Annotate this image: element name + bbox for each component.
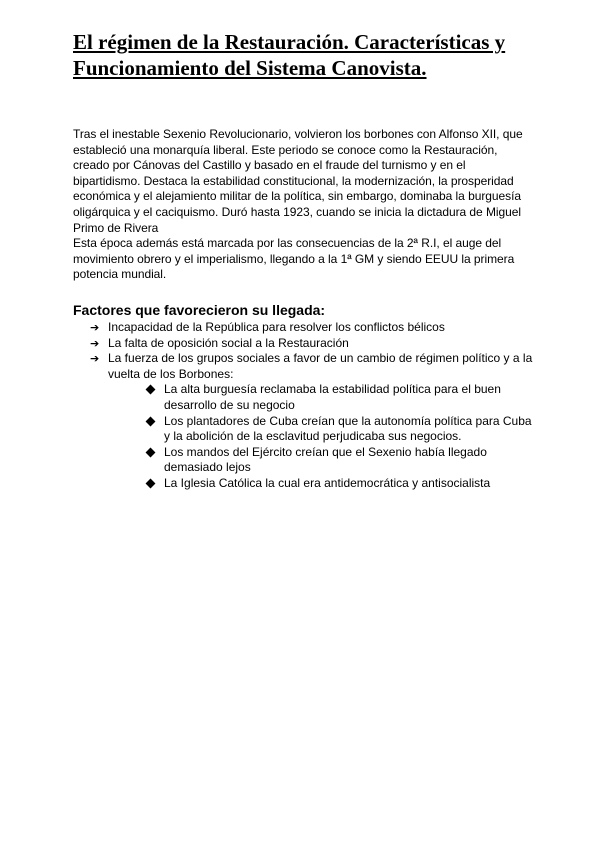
page-title: El régimen de la Restauración. Características y Funcionamiento del Sistema Canovista. bbox=[73, 30, 506, 80]
factor-text: La falta de oposición social a la Restauración bbox=[108, 335, 349, 350]
diamond-icon bbox=[146, 385, 156, 395]
list-item bbox=[90, 320, 535, 336]
list-item bbox=[146, 414, 535, 445]
list-item bbox=[146, 382, 535, 413]
list-item bbox=[90, 336, 535, 352]
intro-paragraph: Esta época además está marcada por las consecuencias de la 2ª R.I, el auge del movimiento obrero y el imperialismo, llegando a la 1ª GM y siendo EEUU la primera potencia mundial. bbox=[73, 236, 515, 282]
sub-factor-text: Los mandos del Ejército creían que el Sexenio había llegado demasiado lejos bbox=[164, 444, 487, 475]
arrow-right-icon: ➔ bbox=[90, 321, 100, 334]
factors-list bbox=[90, 320, 535, 492]
sub-factors-list bbox=[108, 382, 535, 491]
factor-text: Incapacidad de la República para resolver los conflictos bélicos bbox=[108, 320, 445, 334]
sub-factor-text: Los plantadores de Cuba creían que la autonomía política para Cuba y la abolición de la esclavitud perjudicaba sus negocios. bbox=[164, 413, 532, 444]
arrow-right-icon: ➔ bbox=[90, 336, 100, 350]
list-item bbox=[146, 445, 535, 476]
intro-paragraph: Tras el inestable Sexenio Revolucionario, volvieron los borbones con Alfonso XII, que estableció una monarquía liberal. Este periodo se conoce como la Restauración, creado por Cánovas del Castillo y basado en el fraude del turnismo y en el bipartidismo. Destaca la estabilidad constitucional, la modernización, la prosperidad económica y el alejamiento militar de la política, sin embargo, dominaba la burguesía oligárquica y el caciquismo. Duró hasta 1923, cuando se inicia la dictadura de Miguel Primo de Rivera bbox=[73, 127, 523, 235]
intro-text bbox=[73, 127, 533, 283]
factor-text: La fuerza de los grupos sociales a favor de un cambio de régimen político y a la vuelta de los Borbones: bbox=[108, 351, 533, 381]
list-item bbox=[90, 351, 535, 491]
section-heading: Factores que favorecieron su llegada: bbox=[73, 302, 326, 318]
sub-factor-text: La alta burguesía reclamaba la estabilidad política para el buen desarrollo de su negocio bbox=[164, 382, 501, 412]
sub-factor-text: La Iglesia Católica la cual era antidemocrática y antisocialista bbox=[164, 475, 491, 490]
diamond-icon bbox=[146, 478, 156, 488]
list-item bbox=[146, 476, 535, 492]
diamond-icon bbox=[146, 447, 156, 457]
diamond-icon bbox=[146, 416, 156, 426]
arrow-right-icon: ➔ bbox=[90, 352, 100, 366]
